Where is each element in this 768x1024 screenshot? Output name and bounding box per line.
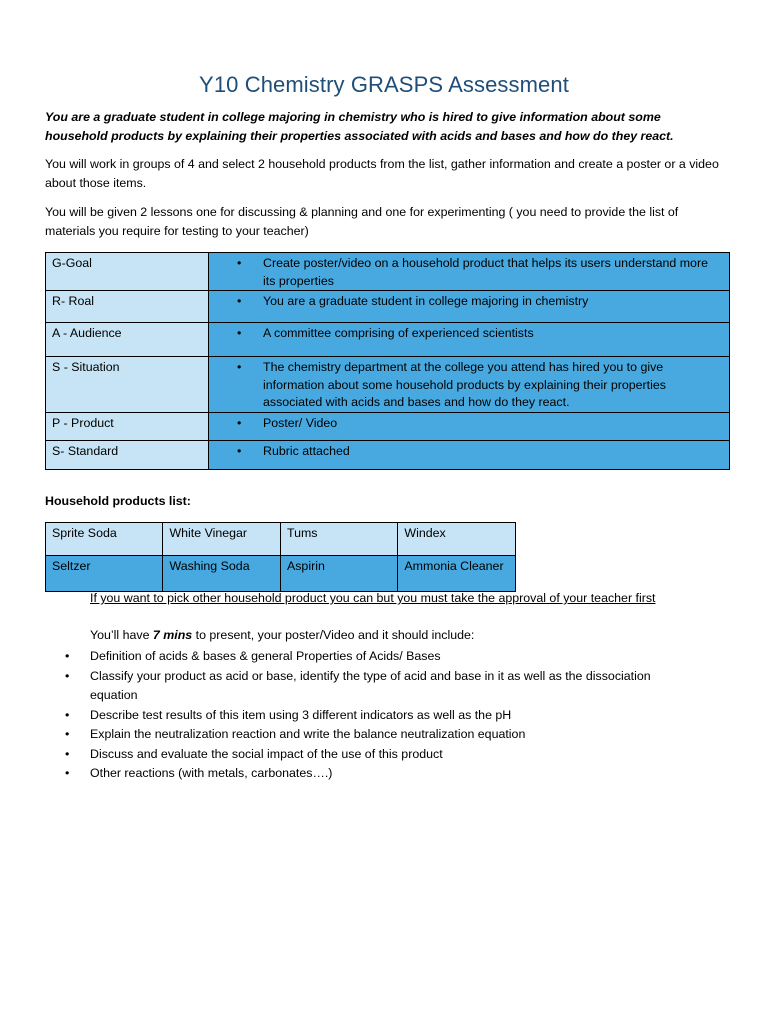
- presentation-time: 7 mins: [152, 628, 193, 642]
- grasps-value: • The chemistry department at the college you attend has hired you to give information about some household products by explaining their properties associated with acids and bases and how do they react.: [209, 357, 730, 413]
- bullet-icon: •: [237, 415, 242, 430]
- requirement-item: • Explain the neutralization reaction and write the balance neutralization equation: [0, 725, 700, 745]
- grasps-row-audience: [46, 323, 730, 357]
- requirement-item: • Describe test results of this item using 3 different indicators as well as the pH: [0, 706, 700, 726]
- grasps-value: • You are a graduate student in college majoring in chemistry: [209, 291, 730, 323]
- grasps-label: R- Roal: [46, 291, 209, 323]
- bullet-icon: •: [65, 707, 70, 722]
- product-cell: Sprite Soda: [46, 523, 163, 556]
- grasps-label: S- Standard: [46, 440, 209, 469]
- grasps-value: • Rubric attached: [209, 440, 730, 469]
- grasps-row-role: [46, 291, 730, 323]
- product-cell: Seltzer: [46, 556, 163, 592]
- bullet-icon: •: [65, 649, 70, 663]
- lessons-paragraph: You will be given 2 lessons one for discussing & planning and one for experimenting ( you need to provide the list of materials you require for testing to your teacher): [45, 205, 679, 238]
- approval-note: If you want to pick other household product you can but you must take the approval of your teacher first: [90, 591, 656, 605]
- grasps-value: • Create poster/video on a household product that helps its users understand more its properties: [209, 253, 730, 291]
- grasps-label: S - Situation: [46, 357, 209, 413]
- products-table: [45, 522, 516, 592]
- product-cell: Tums: [280, 523, 397, 556]
- product-cell: White Vinegar: [163, 523, 281, 556]
- grasps-table: [45, 252, 730, 470]
- grasps-row-goal: [46, 253, 730, 291]
- bullet-icon: •: [237, 443, 242, 458]
- requirement-item: • Classify your product as acid or base, identify the type of acid and base in it as well as the dissociation equation: [65, 668, 651, 702]
- grasps-label: A - Audience: [46, 323, 209, 357]
- requirement-item: • Discuss and evaluate the social impact of the use of this product: [0, 745, 700, 765]
- requirement-item: • Other reactions (with metals, carbonates….): [0, 764, 700, 784]
- group-work-paragraph: You will work in groups of 4 and select 2 household products from the list, gather information and create a poster or a video about those items.: [45, 157, 719, 190]
- product-cell: Windex: [398, 523, 516, 556]
- bullet-icon: •: [65, 766, 70, 780]
- products-list-heading: Household products list:: [45, 494, 191, 508]
- bullet-icon: •: [65, 668, 70, 683]
- requirement-item: • Definition of acids & bases & general Properties of Acids/ Bases: [0, 647, 700, 667]
- product-cell: Aspirin: [280, 556, 397, 592]
- page-title: Y10 Chemistry GRASPS Assessment: [199, 72, 569, 97]
- products-row: [46, 556, 516, 592]
- grasps-row-standard: [46, 440, 730, 469]
- grasps-value: • A committee comprising of experienced scientists: [209, 323, 730, 357]
- grasps-row-product: [46, 412, 730, 440]
- presentation-instructions: You’ll have 7 mins to present, your poster/Video and it should include:: [90, 628, 475, 642]
- bullet-icon: •: [237, 326, 242, 340]
- grasps-row-situation: [46, 357, 730, 413]
- product-cell: Washing Soda: [163, 556, 281, 592]
- grasps-label: P - Product: [46, 412, 209, 440]
- intro-paragraph: You are a graduate student in college majoring in chemistry who is hired to give information about some household products by explaining their properties associated with acids and bases and how do they react.: [45, 110, 674, 143]
- bullet-icon: •: [237, 360, 242, 374]
- product-cell: Ammonia Cleaner: [398, 556, 516, 592]
- products-row: [46, 523, 516, 556]
- bullet-icon: •: [237, 256, 242, 270]
- grasps-value: • Poster/ Video: [209, 412, 730, 440]
- bullet-icon: •: [65, 746, 70, 761]
- requirements-list: [0, 647, 700, 784]
- grasps-label: G-Goal: [46, 253, 209, 291]
- bullet-icon: •: [237, 294, 242, 308]
- bullet-icon: •: [65, 727, 70, 741]
